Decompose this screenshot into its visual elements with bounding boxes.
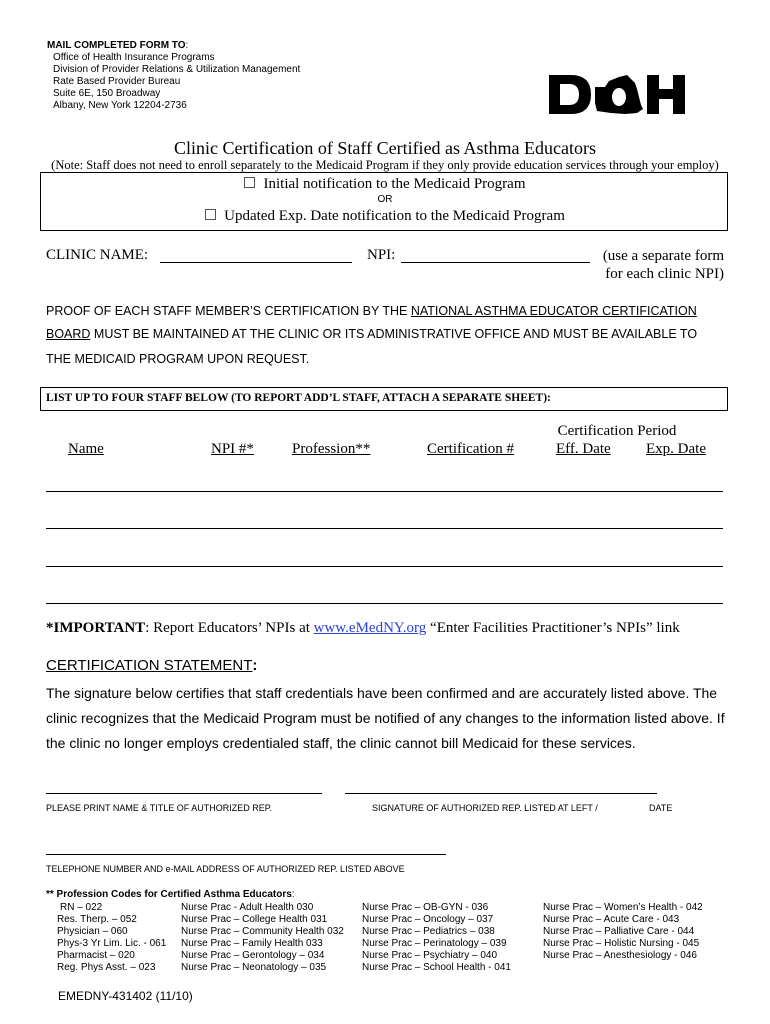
profession-codes-title: ** Profession Codes for Certified Asthma Educators [46,889,292,900]
certification-text-line: The signature below certifies that staff credentials have been confirmed and are accurately listed above. The [46,685,718,701]
initial-notification-label: Initial notification to the Medicaid Program [263,176,526,192]
code-item: Nurse Prac – Anesthesiology - 046 [543,950,697,961]
code-item: Nurse Prac – Women’s Health - 042 [543,902,703,913]
proof-line-3: THE MEDICAID PROGRAM UPON REQUEST. [46,352,310,366]
mail-line: Division of Provider Relations & Utilization Management [53,64,301,75]
print-name-label: PLEASE PRINT NAME & TITLE OF AUTHORIZED REP. [46,803,273,813]
important-text: : Report Educators’ NPIs at [145,620,314,636]
clinic-name-field[interactable] [160,262,352,263]
board-text: BOARD [46,327,91,341]
page-note: (Note: Staff does not need to enroll separately to the Medicaid Program if they only provide education services through your employ) [51,158,719,172]
clinic-name-label: CLINIC NAME: [46,247,149,263]
mail-heading-colon: : [185,40,189,51]
separate-form-note-line2: for each clinic NPI) [605,266,724,282]
codes-column-2 [181,902,344,974]
proof-line-1 [46,304,697,318]
col-certification-number: Certification # [427,441,515,457]
phone-email-label: TELEPHONE NUMBER AND e-MAIL ADDRESS OF AUTHORIZED REP. LISTED ABOVE [46,864,405,874]
updated-notification-checkbox[interactable] [205,209,216,220]
mail-heading: MAIL COMPLETED FORM TO [47,40,186,51]
proof-text: PROOF OF EACH STAFF MEMBER’S CERTIFICATION BY THE [46,304,411,318]
code-item: Nurse Prac – Pediatrics – 038 [362,926,495,937]
mail-line: Office of Health Insurance Programs [53,52,215,63]
doh-logo [547,73,687,116]
emedny-link[interactable]: www.eMedNY.org [313,620,427,636]
separate-form-note [598,247,724,283]
code-item: Nurse Prac – Holistic Nursing - 045 [543,938,700,949]
certification-text-line: clinic recognizes that the Medicaid Program must be notified of any changes to the information listed above. If [46,710,725,726]
mail-line: Albany, New York 12204-2736 [53,100,187,111]
important-suffix: “Enter Facilities Practitioner’s NPIs” link [426,620,680,636]
important-note [46,620,680,637]
codes-column-4 [543,902,703,962]
col-eff-date: Eff. Date [556,441,611,457]
staff-entry-line[interactable] [46,491,723,492]
npi-field[interactable] [401,262,590,263]
code-item: Nurse Prac – Gerontology – 034 [181,950,325,961]
code-item: Nurse Prac – Psychiatry – 040 [362,950,498,961]
signature-label: SIGNATURE OF AUTHORIZED REP. LISTED AT LEFT / [372,803,598,813]
form-number: EMEDNY-431402 (11/10) [58,989,193,1003]
signature-field[interactable] [345,793,657,794]
code-item: Nurse Prac – Neonatology – 035 [181,962,327,973]
col-name: Name [68,441,104,457]
code-item: Nurse Prac – Perinatology – 039 [362,938,507,949]
col-exp-date: Exp. Date [646,441,706,457]
npi-label: NPI: [367,247,396,263]
staff-entry-line[interactable] [46,528,723,529]
staff-list-box [40,387,728,411]
codes-column-1 [57,902,166,974]
initial-notification-checkbox[interactable] [244,177,255,188]
col-npi: NPI #* [211,441,254,457]
print-name-field[interactable] [46,793,322,794]
code-item: Nurse Prac – School Health - 041 [362,962,511,973]
profession-codes-colon: : [291,889,295,900]
code-item: Nurse Prac – Family Health 033 [181,938,323,949]
phone-email-field[interactable] [46,854,446,855]
staff-entry-line[interactable] [46,603,723,604]
or-separator: OR [377,194,393,205]
certification-colon: : [252,657,258,674]
certification-text-line: the clinic no longer employs credentialed staff, the clinic cannot bill Medicaid for these services. [46,735,636,751]
important-label: *IMPORTANT [46,620,146,636]
code-item: Nurse Prac – Oncology – 037 [362,914,494,925]
code-item: Nurse Prac – OB-GYN - 036 [362,902,489,913]
code-item: RN – 022 [60,902,103,913]
code-item: Pharmacist – 020 [57,950,135,961]
proof-text: MUST BE MAINTAINED AT THE CLINIC OR ITS ADMINISTRATIVE OFFICE AND MUST BE AVAILABLE TO [90,327,698,341]
page-title: Clinic Certification of Staff Certified as Asthma Educators [173,138,597,158]
proof-line-2 [46,327,697,341]
code-item: Physician – 060 [57,926,128,937]
codes-column-3 [362,902,511,974]
code-item: Nurse Prac – Palliative Care - 044 [543,926,695,937]
date-label: DATE [649,803,673,813]
code-item: Phys-3 Yr Lim. Lic. - 061 [57,938,167,949]
naecb-text: NATIONAL ASTHMA EDUCATOR CERTIFICATION [410,304,697,318]
certification-heading-text: CERTIFICATION STATEMENT [46,657,253,674]
certification-period-heading: Certification Period [557,423,677,439]
code-item: Nurse Prac – Community Health 032 [181,926,344,937]
initial-notification-option[interactable] [0,176,770,193]
mail-line: Rate Based Provider Bureau [53,76,181,87]
separate-form-note-line1: (use a separate form [602,248,724,264]
updated-notification-label: Updated Exp. Date notification to the Medicaid Program [224,208,565,224]
certification-heading [46,657,257,674]
profession-codes-heading [46,889,295,900]
staff-list-label: LIST UP TO FOUR STAFF BELOW (TO REPORT ADD’L STAFF, ATTACH A SEPARATE SHEET): [46,392,551,404]
code-item: Res. Therp. – 052 [57,914,137,925]
staff-entry-line[interactable] [46,566,723,567]
code-item: Nurse Prac – College Health 031 [181,914,328,925]
col-profession: Profession** [292,441,371,457]
code-item: Reg. Phys Asst. – 023 [57,962,156,973]
mailing-address [47,40,300,112]
code-item: Nurse Prac - Adult Health 030 [181,902,314,913]
mail-line: Suite 6E, 150 Broadway [53,88,161,99]
updated-notification-option[interactable] [0,208,770,225]
code-item: Nurse Prac – Acute Care - 043 [543,914,680,925]
